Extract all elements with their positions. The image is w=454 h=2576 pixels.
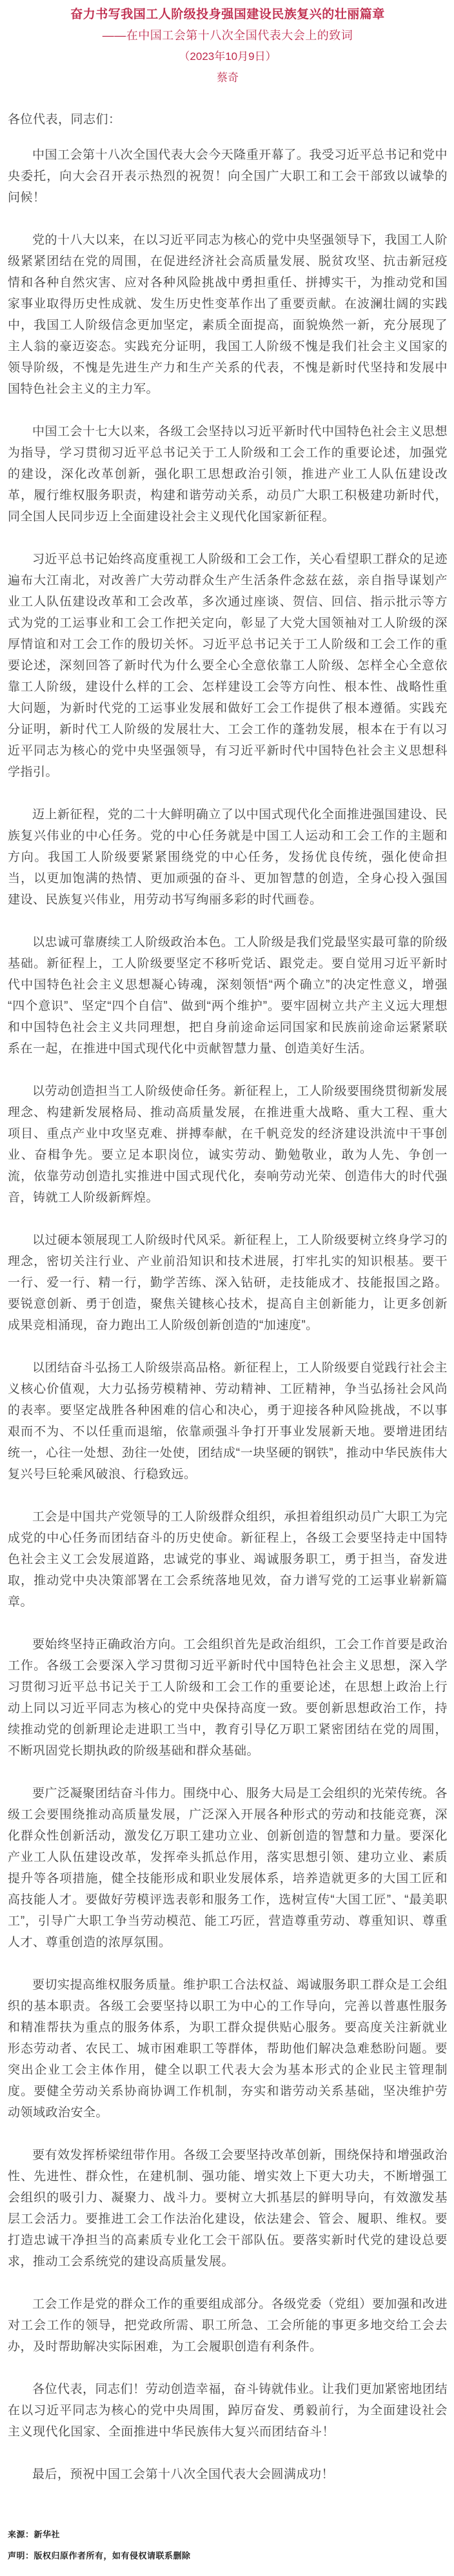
paragraph-17: 最后，预祝中国工会第十八次全国代表大会圆满成功！ [32,2468,335,2481]
paragraph-8: 以过硬本领展现工人阶级时代风采。新征程上，工人阶级要树立终身学习的理念，密切关注行业、产业前沿知识和技术进展，打牢扎实的知识根基。要干一行、爱一行、精一行，勤学苦练、深入钻研，走技能成才、技能报国之路。要锐意创新、勇于创造，聚焦关键核心技术，提高自主创新能力，让更多创新成果竞相涌现，奋力跑出工人阶级创新创造的“加速度”。 [8,1234,448,1332]
paragraph-1: 中国工会第十八次全国代表大会今天隆重开幕了。我受习近平总书记和党中央委托，向大会召开表示热烈的祝贺！向全国广大职工和工会干部致以诚挚的问候！ [8,148,448,204]
article-footer [8,2524,448,2566]
paragraph-4: 习近平总书记始终高度重视工人阶级和工会工作，关心看望职工群众的足迹遍布大江南北，对改善广大劳动群众生产生活条件念兹在兹，亲自指导谋划产业工人队伍建设改革和工会改革，多次通过座谈、贺信、回信、指示批示等方式为党的工运事业和工会工作把关定向，彰显了大党大国领袖对工人阶级的深厚情谊和对工会工作的殷切关怀。习近平总书记关于工人阶级和工会工作的重要论述，深刻回答了新时代为什么要全心全意依靠工人阶级、怎样全心全意依靠工人阶级，建设什么样的工会、怎样建设工会等方向性、根本性、战略性重大问题，为新时代党的工运事业发展和做好工会工作提供了根本遵循。实践充分证明，新时代工人阶级的发展壮大、工会工作的蓬勃发展，根本在于有以习近平同志为核心的党中央坚强领导，有习近平新时代中国特色社会主义思想科学指引。 [8,553,448,779]
paragraph-5: 迈上新征程，党的二十大鲜明确立了以中国式现代化全面推进强国建设、民族复兴伟业的中心任务。党的中心任务就是中国工人运动和工会工作的主题和方向。我国工人阶级要紧紧围绕党的中心任务，发扬优良传统，强化使命担当，以更加饱满的热情、更加顽强的奋斗、更加智慧的创造，全身心投入强国建设、民族复兴伟业，用劳动书写绚丽多彩的时代画卷。 [8,808,448,907]
paragraph-9: 以团结奋斗弘扬工人阶级崇高品格。新征程上，工人阶级要自觉践行社会主义核心价值观，大力弘扬劳模精神、劳动精神、工匠精神，争当弘扬社会风尚的表率。要坚定战胜各种困难的信心和决心，勇于迎接各种风险挑战，不以事艰而不为、不以任重而退缩，依靠顽强斗争打开事业发展新天地。要增进团结统一，心往一处想、劲往一处使，团结成“一块坚硬的钢铁”，推动中华民族伟大复兴号巨轮乘风破浪、行稳致远。 [8,1361,448,1481]
paragraph-15: 工会工作是党的群众工作的重要组成部分。各级党委（党组）要加强和改进对工会工作的领导，把党政所需、职工所急、工会所能的事更多地交给工会去办，及时帮助解决实际困难，为工会履职创造有利条件。 [8,2297,448,2354]
paragraph-16: 各位代表，同志们！劳动创造幸福，奋斗铸就伟业。让我们更加紧密地团结在以习近平同志为核心的党中央周围，踔厉奋发、勇毅前行，为全面建设社会主义现代化国家、全面推进中华民族伟大复兴而团结奋斗！ [8,2383,448,2439]
paragraph-6: 以忠诚可靠赓续工人阶级政治本色。工人阶级是我们党最坚实最可靠的阶级基础。新征程上，工人阶级要坚定不移听党话、跟党走。要自觉用习近平新时代中国特色社会主义思想凝心铸魂，深刻领悟“两个确立”的决定性意义，增强“四个意识”、坚定“四个自信”、做到“两个维护”。要牢固树立共产主义远大理想和中国特色社会主义共同理想，把自身前途命运同国家和民族前途命运紧紧联系在一起，在推进中国式现代化中贡献智慧力量、创造美好生活。 [8,936,448,1056]
paragraph-2: 党的十八大以来，在以习近平同志为核心的党中央坚强领导下，我国工人阶级紧紧团结在党的周围，在促进经济社会高质量发展、脱贫攻坚、抗击新冠疫情和各种自然灾害、应对各种风险挑战中勇担重任、拼搏实干，为推动党和国家事业取得历史性成就、发生历史性变革作出了重要贡献。在波澜壮阔的实践中，我国工人阶级信念更加坚定，素质全面提高，面貌焕然一新，充分展现了主人翁的豪迈姿态。实践充分证明，我国工人阶级不愧是我们社会主义国家的领导阶级，不愧是先进生产力和生产关系的代表，不愧是新时代坚持和发展中国特色社会主义的主力军。 [8,233,448,396]
date-line: （2023年10月9日） [179,50,277,63]
page-title: 奋力书写我国工人阶级投身强国建设民族复兴的壮丽篇章 [70,8,385,21]
paragraph-13: 要切实提高维权服务质量。维护职工合法权益、竭诚服务职工群众是工会组织的基本职责。各级工会要坚持以职工为中心的工作导向，完善以普惠性服务和精准帮扶为重点的服务体系，为职工群众提供贴心服务。要高度关注新就业形态劳动者、农民工、城市困难职工等群体，帮助他们解决急难愁盼问题。要突出企业工会主体作用，健全以职工代表大会为基本形式的企业民主管理制度。要健全劳动关系协商协调工作机制，夯实和谐劳动关系基础，坚决维护劳动领域政治安全。 [8,1978,448,2119]
author-name: 蔡奇 [217,72,239,84]
greeting-line: 各位代表，同志们： [8,113,121,126]
page-subtitle: ——在中国工会第十八次全国代表大会上的致词 [102,29,353,42]
paragraph-3: 中国工会十七大以来，各级工会坚持以习近平新时代中国特色社会主义思想为指导，学习贯彻习近平总书记关于工人阶级和工会工作的重要论述，加强党的建设，深化改革创新，强化职工思想政治引领，推进产业工人队伍建设改革，履行维权服务职责，构建和谐劳动关系，动员广大职工积极建功新时代，同全国人民同步迈上全面建设社会主义现代化国家新征程。 [8,425,448,524]
article-body [8,109,448,2485]
paragraph-11: 要始终坚持正确政治方向。工会组织首先是政治组织，工会工作首要是政治工作。各级工会要深入学习贯彻习近平新时代中国特色社会主义思想，深入学习贯彻习近平总书记关于工人阶级和工会工作的重要论述，在思想上政治上行动上同以习近平同志为核心的党中央保持高度一致。要创新思想政治工作，持续推动党的创新理论走进职工当中，教育引导亿万职工紧密团结在党的周围，不断巩固党长期执政的阶级基础和群众基础。 [8,1638,448,1758]
article-header [8,4,448,88]
paragraph-7: 以劳动创造担当工人阶级使命任务。新征程上，工人阶级要围绕贯彻新发展理念、构建新发展格局、推动高质量发展，在推进重大战略、重大工程、重大项目、重点产业中攻坚克难、拼搏奉献，在千帆竞发的经济建设洪流中干事创业、奋楫争先。要立足本职岗位，诚实劳动、勤勉敬业，敢为人先、争创一流，依靠劳动创造扎实推进中国式现代化，奏响劳动光荣、创造伟大的时代强音，铸就工人阶级新辉煌。 [8,1085,448,1204]
paragraph-10: 工会是中国共产党领导的工人阶级群众组织，承担着组织动员广大职工为完成党的中心任务而团结奋斗的历史使命。新征程上，各级工会要坚持走中国特色社会主义工会发展道路，忠诚党的事业、竭诚服务职工，勇于担当，奋发进取，推动党中央决策部署在工会系统落地见效，奋力谱写党的工运事业崭新篇章。 [8,1510,448,1609]
paragraph-12: 要广泛凝聚团结奋斗伟力。围绕中心、服务大局是工会组织的光荣传统。各级工会要围绕推动高质量发展，广泛深入开展各种形式的劳动和技能竞赛，深化群众性创新活动，激发亿万职工建功立业、创新创造的智慧和力量。要深化产业工人队伍建设改革，发挥牵头抓总作用，落实思想引领、建功立业、素质提升等各项措施，健全技能形成和职业发展体系，培养造就更多的大国工匠和高技能人才。要做好劳模评选表彰和服务工作，选树宣传“大国工匠”、“最美职工”，引导广大职工争当劳动模范、能工巧匠，营造尊重劳动、尊重知识、尊重人才、尊重创造的浓厚氛围。 [8,1787,448,1949]
source-line: 来源：新华社 [8,2530,61,2539]
statement-line: 声明：版权归原作者所有，如有侵权请联系删除 [8,2551,191,2561]
paragraph-14: 要有效发挥桥梁纽带作用。各级工会要坚持改革创新，围绕保持和增强政治性、先进性、群众性，在建机制、强功能、增实效上下更大功夫，不断增强工会组织的吸引力、凝聚力、战斗力。要树立大抓基层的鲜明导向，有效激发基层工会活力。要推进工会工作法治化建设，依法建会、管会、履职、维权。要打造忠诚干净担当的高素质专业化工会干部队伍。要落实新时代党的建设总要求，推动工会系统党的建设高质量发展。 [8,2148,448,2268]
